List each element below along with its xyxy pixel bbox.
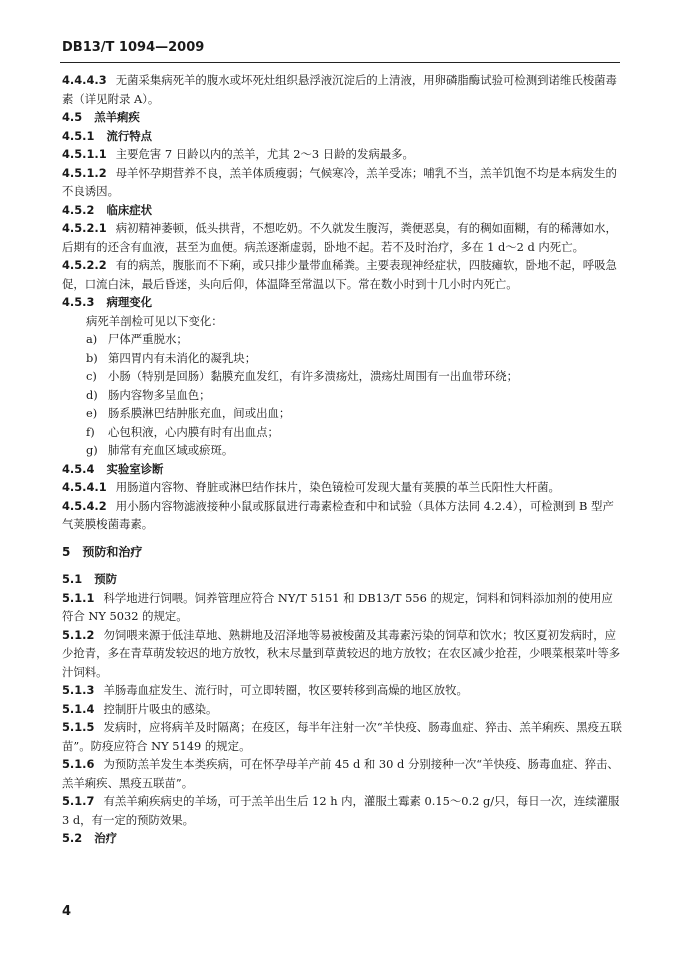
clause-text: 第四胃内有未消化的凝乳块； — [108, 350, 257, 365]
section-heading — [62, 127, 622, 146]
clause-text: 勿饲喂来源于低洼草地、熟耕地及沼泽地等易被梭菌及其毒素污染的饲草和饮水；牧区夏初发病时，应少抢青，多在青草萌发较迟的地方放牧，秋末尽量到草黄较迟的地方放牧；在农区减少抢茬，少喂菜根菜叶等多汁饲料。 — [62, 627, 621, 679]
clause-number: 5.1.1 — [62, 590, 95, 605]
clause-number: 4.5.3 — [62, 295, 95, 309]
clause-text: 用小肠内容物滤液接种小鼠或豚鼠进行毒素检查和中和试验（具体方法同 4.2.4），可检测到 B 型产气荚膜梭菌毒素。 — [62, 498, 614, 531]
clause-text: 母羊怀孕期营养不良，羔羊体质瘦弱；气候寒冷，羔羊受冻；哺乳不当，羔羊饥饱不均是本病发生的不良诱因。 — [62, 165, 617, 198]
clause-text: 发病时，应将病羊及时隔离；在疫区，每半年注射一次“羊快疫、肠毒血症、猝击、羔羊痢疾、黑疫五联苗”。防疫应符合 NY 5149 的规定。 — [62, 720, 622, 753]
heading-text: 预防和治疗 — [82, 544, 143, 559]
document-body — [62, 71, 622, 848]
list-item — [62, 367, 622, 386]
clause-number: 5.1 — [62, 572, 83, 586]
clause-text: 肺常有充血区域或瘀斑。 — [108, 443, 234, 457]
clause-number: 4.5.1.2 — [62, 165, 107, 180]
paragraph — [62, 755, 622, 792]
clause-number: 4.5.4.2 — [62, 498, 107, 513]
clause-number: 4.5.1.1 — [62, 147, 107, 161]
clause-number: 5.1.4 — [62, 701, 95, 716]
list-item-label: b) — [86, 350, 98, 365]
clause-number: 5.1.3 — [62, 683, 95, 697]
paragraph — [62, 497, 622, 534]
clause-text: 尸体严重脱水； — [108, 332, 188, 346]
clause-text: 主要危害 7 日龄以内的羔羊，尤其 2～3 日龄的发病最多。 — [115, 147, 414, 161]
heading-text: 预防 — [94, 572, 117, 586]
paragraph — [62, 700, 622, 719]
list-item-label: f) — [86, 424, 95, 439]
clause-number: 5.2 — [62, 831, 83, 845]
list-item — [62, 349, 622, 368]
clause-text: 病初精神萎顿，低头拱背，不想吃奶。不久就发生腹泻，粪便恶臭，有的稠如面糊，有的稀薄如水，后期有的还含有血液，甚至为血便。病羔逐渐虚弱，卧地不起。若不及时治疗，多在 1 d～2 d 内死亡。 — [62, 221, 617, 254]
clause-text: 控制肝片吸虫的感染。 — [103, 701, 218, 716]
clause-number: 4.5.2.1 — [62, 221, 107, 235]
clause-text: 用肠道内容物、脊脏或淋巴结作抹片，染色镜检可发现大量有荚膜的革兰氏阳性大杆菌。 — [115, 480, 560, 494]
list-item-label: d) — [86, 387, 98, 402]
list-item-label: g) — [86, 443, 98, 457]
header-divider — [60, 62, 620, 63]
paragraph — [62, 681, 622, 700]
list-item — [62, 386, 622, 405]
clause-text: 有的病羔，腹胀而不下痢，或只排少量带血稀粪。主要表现神经症状，四肢瘫软，卧地不起，呼吸急促，口流白沫，最后昏迷，头向后仰，体温降至常温以下。常在数小时到十几小时内死亡。 — [62, 258, 617, 291]
clause-text: 羊肠毒血症发生、流行时，可立即转圈，牧区要转移到高燥的地区放牧。 — [103, 683, 468, 697]
paragraph — [62, 256, 622, 293]
section-heading — [62, 108, 622, 127]
clause-number: 5.1.7 — [62, 794, 95, 808]
section-heading — [62, 293, 622, 312]
clause-text: 心包积液，心内膜有时有出血点； — [108, 424, 279, 439]
list-item-label: a) — [86, 332, 98, 346]
heading-text: 临床症状 — [106, 202, 153, 217]
paragraph — [62, 792, 622, 829]
clause-text: 无菌采集病死羊的腹水或坏死灶组织悬浮液沉淀后的上清液，用卵磷脂酶试验可检测到诺维氏梭菌毒素（详见附录 A）。 — [62, 73, 617, 106]
page-number: 4 — [62, 904, 72, 919]
clause-number: 4.5.2 — [62, 202, 95, 217]
paragraph — [62, 312, 622, 331]
clause-text: 科学地进行饲喂。饲养管理应符合 NY/T 5151 和 DB13/T 556 的规定，饲料和饲料添加剂的使用应符合 NY 5032 的规定。 — [62, 590, 613, 623]
clause-number: 4.4.4.3 — [62, 73, 107, 87]
clause-text: 小肠（特别是回肠）黏膜充血发红，有许多溃疡灶，溃疡灶周围有一出血带环绕； — [108, 369, 519, 383]
paragraph — [62, 626, 622, 682]
section-heading — [62, 570, 622, 589]
paragraph — [62, 164, 622, 201]
clause-text: 为预防羔羊发生本类疾病，可在怀孕母羊产前 45 d 和 30 d 分别接种一次“羊快疫、肠毒血症、猝击、羔羊痢疾、黑疫五联苗”。 — [62, 757, 619, 790]
paragraph — [62, 718, 622, 755]
clause-number: 5.1.5 — [62, 720, 95, 734]
paragraph — [62, 589, 622, 626]
heading-text: 实验室诊断 — [106, 461, 164, 476]
paragraph — [62, 145, 622, 164]
list-item — [62, 404, 622, 423]
clause-text: 肠系膜淋巴结肿胀充血，间或出血； — [108, 406, 291, 420]
section-heading — [62, 201, 622, 220]
list-item — [62, 441, 622, 460]
heading-text: 病理变化 — [106, 295, 153, 309]
clause-number: 4.5.2.2 — [62, 258, 107, 272]
clause-number: 4.5.1 — [62, 128, 95, 143]
heading-text: 流行特点 — [106, 128, 153, 143]
clause-number: 4.5.4.1 — [62, 480, 107, 494]
section-heading — [62, 460, 622, 479]
list-item — [62, 423, 622, 442]
heading-text: 治疗 — [94, 831, 117, 845]
clause-number: 4.5.4 — [62, 461, 95, 476]
list-item-label: c) — [86, 369, 97, 383]
clause-number: 5.1.6 — [62, 757, 95, 771]
paragraph — [62, 478, 622, 497]
clause-text: 病死羊剖检可见以下变化： — [86, 313, 223, 328]
document-id-header: DB13/T 1094—2009 — [62, 40, 205, 55]
paragraph — [62, 219, 622, 256]
section-heading — [62, 543, 622, 562]
list-item — [62, 330, 622, 349]
section-heading — [62, 829, 622, 848]
clause-text: 有羔羊痢疾病史的羊场，可于羔羊出生后 12 h 内，灌服土霉素 0.15～0.2 g/只，每日一次，连续灌服 3 d，有一定的预防效果。 — [62, 794, 620, 827]
clause-number: 5 — [62, 544, 71, 559]
heading-text: 羔羊痢疾 — [94, 110, 140, 124]
clause-text: 肠内容物多呈血色； — [108, 387, 211, 402]
clause-number: 4.5 — [62, 110, 83, 124]
list-item-label: e) — [86, 406, 98, 420]
clause-number: 5.1.2 — [62, 627, 95, 642]
paragraph — [62, 71, 622, 108]
